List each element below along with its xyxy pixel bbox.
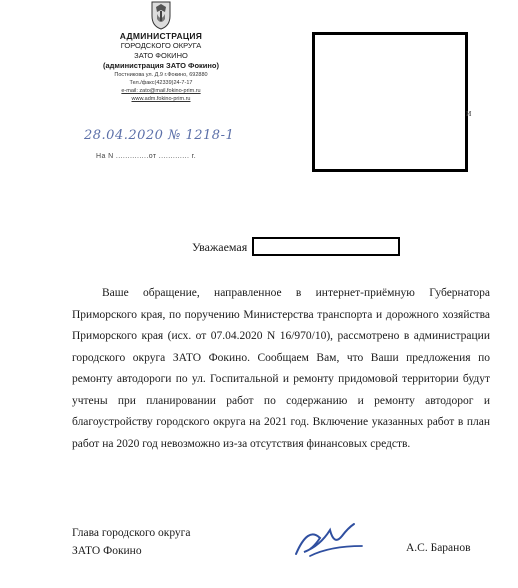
redacted-name-block bbox=[252, 237, 400, 256]
org-line-3: (администрация ЗАТО Фокино) bbox=[102, 61, 219, 70]
salutation: Уважаемая bbox=[192, 240, 248, 254]
org-phone: Тел./факс(42339)24-7-17 bbox=[129, 80, 193, 86]
org-title: АДМИНИСТРАЦИЯ bbox=[119, 31, 203, 41]
signatory-title bbox=[72, 524, 191, 560]
signatory-name: А.С. Баранов bbox=[406, 542, 471, 554]
redacted-address-block bbox=[312, 32, 468, 172]
signatory-title-line-2: ЗАТО Фокино bbox=[72, 545, 142, 557]
coat-of-arms-emblem bbox=[150, 0, 172, 30]
org-line-2: ЗАТО ФОКИНО bbox=[134, 51, 188, 60]
letter-body: Ваше обращение, направленное в интернет-приёмную Губернатора Приморского края, по поручению Министерства транспорта и дорожного хозяйства Приморского края (исх. от 07.04.2020 N 16/970/10), рассмотрено в администрации городского округа ЗАТО Фокино. Сообщаем Вам, что Ваши предложения по ремонту автодороги по ул. Госпитальной и ремонту придомовой территории будут учтены при планировании работ по содержанию и ремонту автодорог и благоустройству городского округа на 2021 год. Включение указанных работ в план работ на 2020 год невозможно из-за отсутствия финансовых средств. bbox=[72, 287, 490, 450]
org-website-link[interactable]: www.adm.fokino-prim.ru bbox=[131, 96, 191, 102]
reference-line: На N ..............от ............. г. bbox=[96, 153, 197, 160]
handwritten-signature-icon bbox=[290, 516, 370, 562]
org-address: Постникова ул. Д.9 г.Фокино, 692880 bbox=[114, 72, 208, 78]
stray-character: и bbox=[466, 108, 472, 119]
org-line-1: ГОРОДСКОГО ОКРУГА bbox=[120, 41, 202, 50]
signatory-title-line-1: Глава городского округа bbox=[72, 527, 191, 539]
handwritten-outgoing-number: 28.04.2020 № 1218-1 bbox=[84, 128, 235, 143]
org-email-link[interactable]: e-mail: zato@mail.fokino-prim.ru bbox=[121, 88, 201, 94]
letterhead bbox=[86, 0, 236, 103]
